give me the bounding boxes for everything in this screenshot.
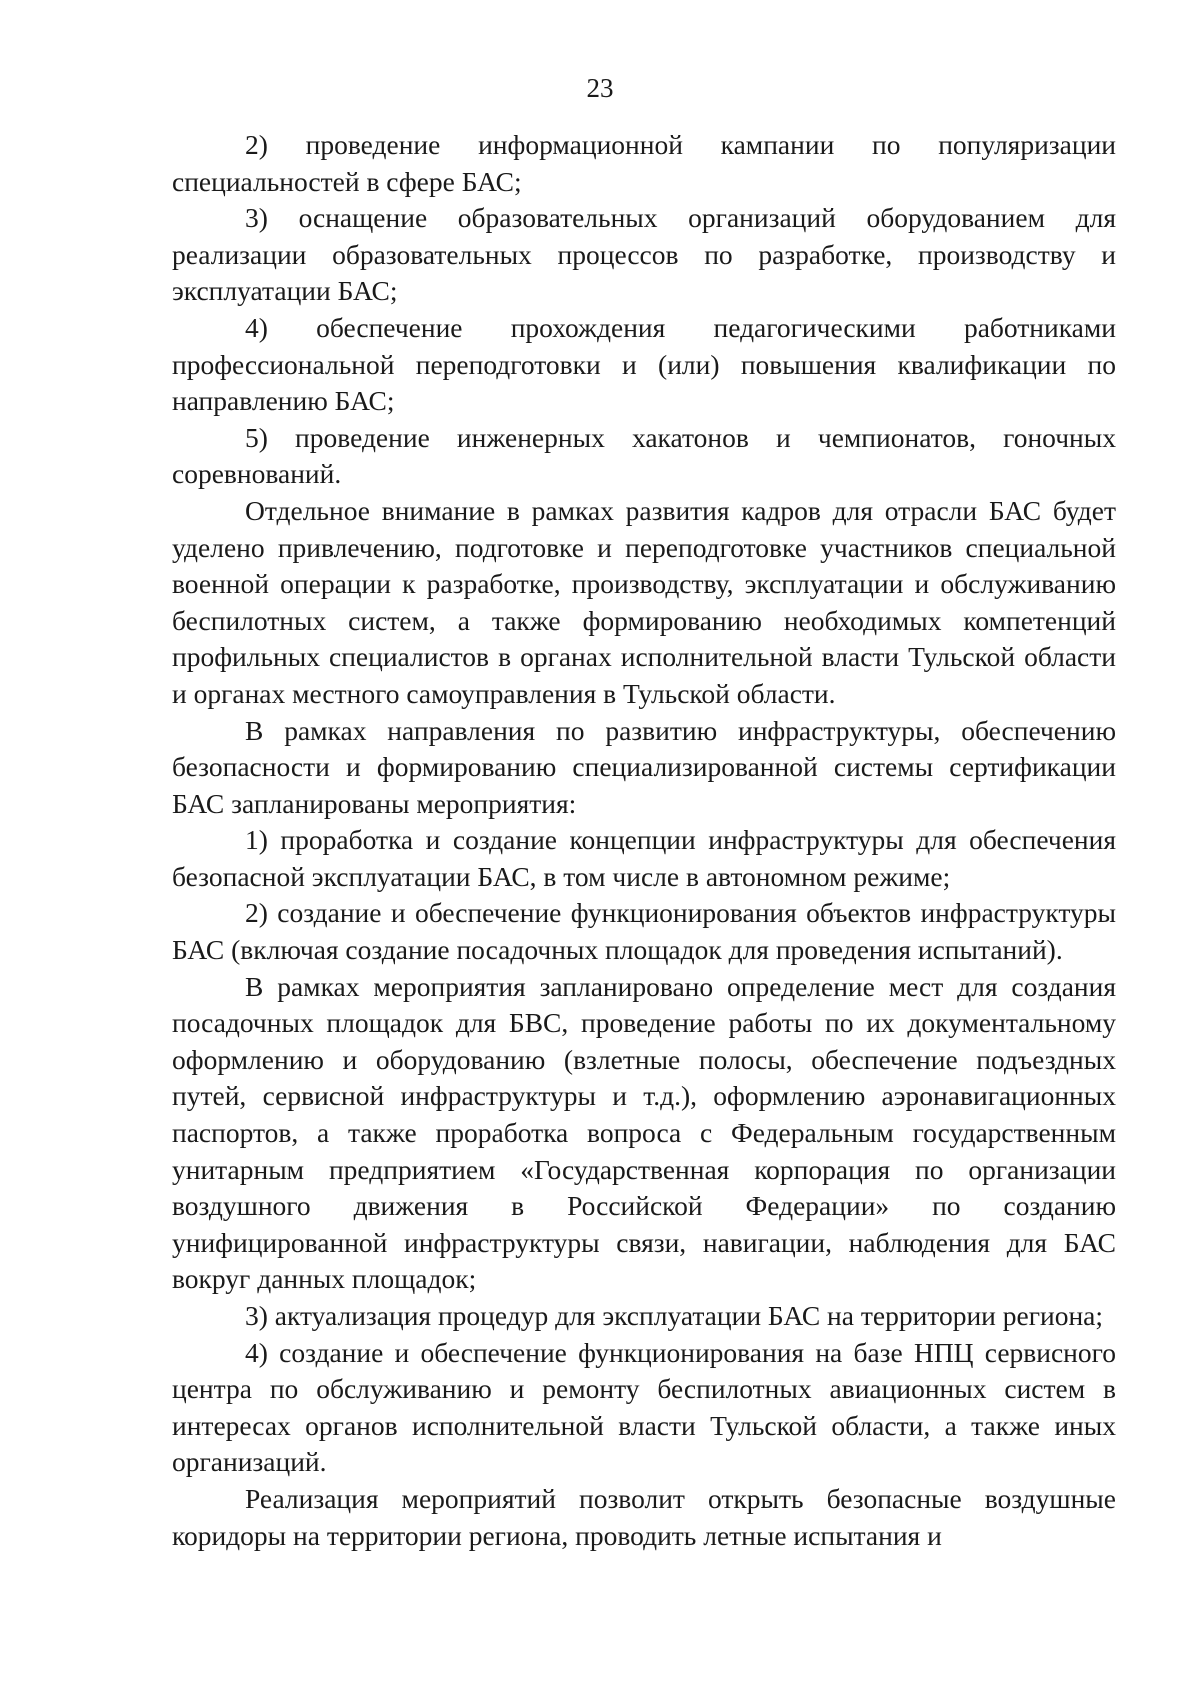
paragraph-infrastructure-intro: В рамках направления по развитию инфраструктуры, обеспечению безопасности и формированию специализированной системы сертификации БАС запланированы мероприятия: bbox=[172, 714, 1116, 819]
list-item-3-equipment: 3) оснащение образовательных организаций оборудованием для реализации образовательных процессов по разработке, производству и эксплуатации БАС; bbox=[172, 202, 1116, 307]
list-item-2-info-campaign: 2) проведение информационной кампании по популяризации специальностей в сфере БАС; bbox=[172, 129, 1116, 197]
page-number: 23 bbox=[586, 73, 614, 103]
list-item-3-procedures: 3) актуализация процедур для эксплуатации БАС на территории региона; bbox=[245, 1300, 1104, 1331]
paragraph-personnel-development: Отдельное внимание в рамках развития кадров для отрасли БАС будет уделено привлечению, подготовке и переподготовке участников специальной военной операции к разработке, производству, эксплуатации и обслуживанию беспилотных систем, а также формированию необходимых компетенций профильных специалистов в органах исполнительной власти Тульской области и органах местного самоуправления в Тульской области. bbox=[172, 494, 1116, 709]
list-item-5-hackathons: 5) проведение инженерных хакатонов и чемпионатов, гоночных соревнований. bbox=[172, 421, 1116, 490]
paragraph-landing-sites: В рамках мероприятия запланировано определение мест для создания посадочных площадок для БВС, проведение работы по их документальному оформлению и оборудованию (взлетные полосы, обеспечение подъездных путей, сервисной инфраструктуры и т.д.), оформлению аэронавигационных паспортов, а также проработка вопроса с Федеральным государственным унитарным предприятием «Государственная корпорация по организации воздушного движения в Российской Федерации» по созданию унифицированной инфраструктуры связи, навигации, наблюдения для БАС вокруг данных площадок; bbox=[172, 970, 1116, 1295]
document-body bbox=[172, 127, 1116, 1554]
list-item-2-infrastructure-objects: 2) создание и обеспечение функционирования объектов инфраструктуры БАС (включая создание посадочных площадок для проведения испытаний). bbox=[172, 897, 1116, 966]
list-item-4-service-center: 4) создание и обеспечение функционирования на базе НПЦ сервисного центра по обслуживанию и ремонту беспилотных авиационных систем в интересах органов исполнительной власти Тульской области, а также иных организаций. bbox=[172, 1336, 1116, 1478]
list-item-4-teacher-training: 4) обеспечение прохождения педагогическими работниками профессиональной переподготовки и (или) повышения квалификации по направлению БАС; bbox=[172, 311, 1116, 417]
paragraph-implementation: Реализация мероприятий позволит открыть безопасные воздушные коридоры на территории региона, проводить летные испытания и bbox=[172, 1482, 1116, 1551]
list-item-1-infrastructure-concept: 1) проработка и создание концепции инфраструктуры для обеспечения безопасной эксплуатации БАС, в том числе в автономном режиме; bbox=[172, 824, 1116, 892]
